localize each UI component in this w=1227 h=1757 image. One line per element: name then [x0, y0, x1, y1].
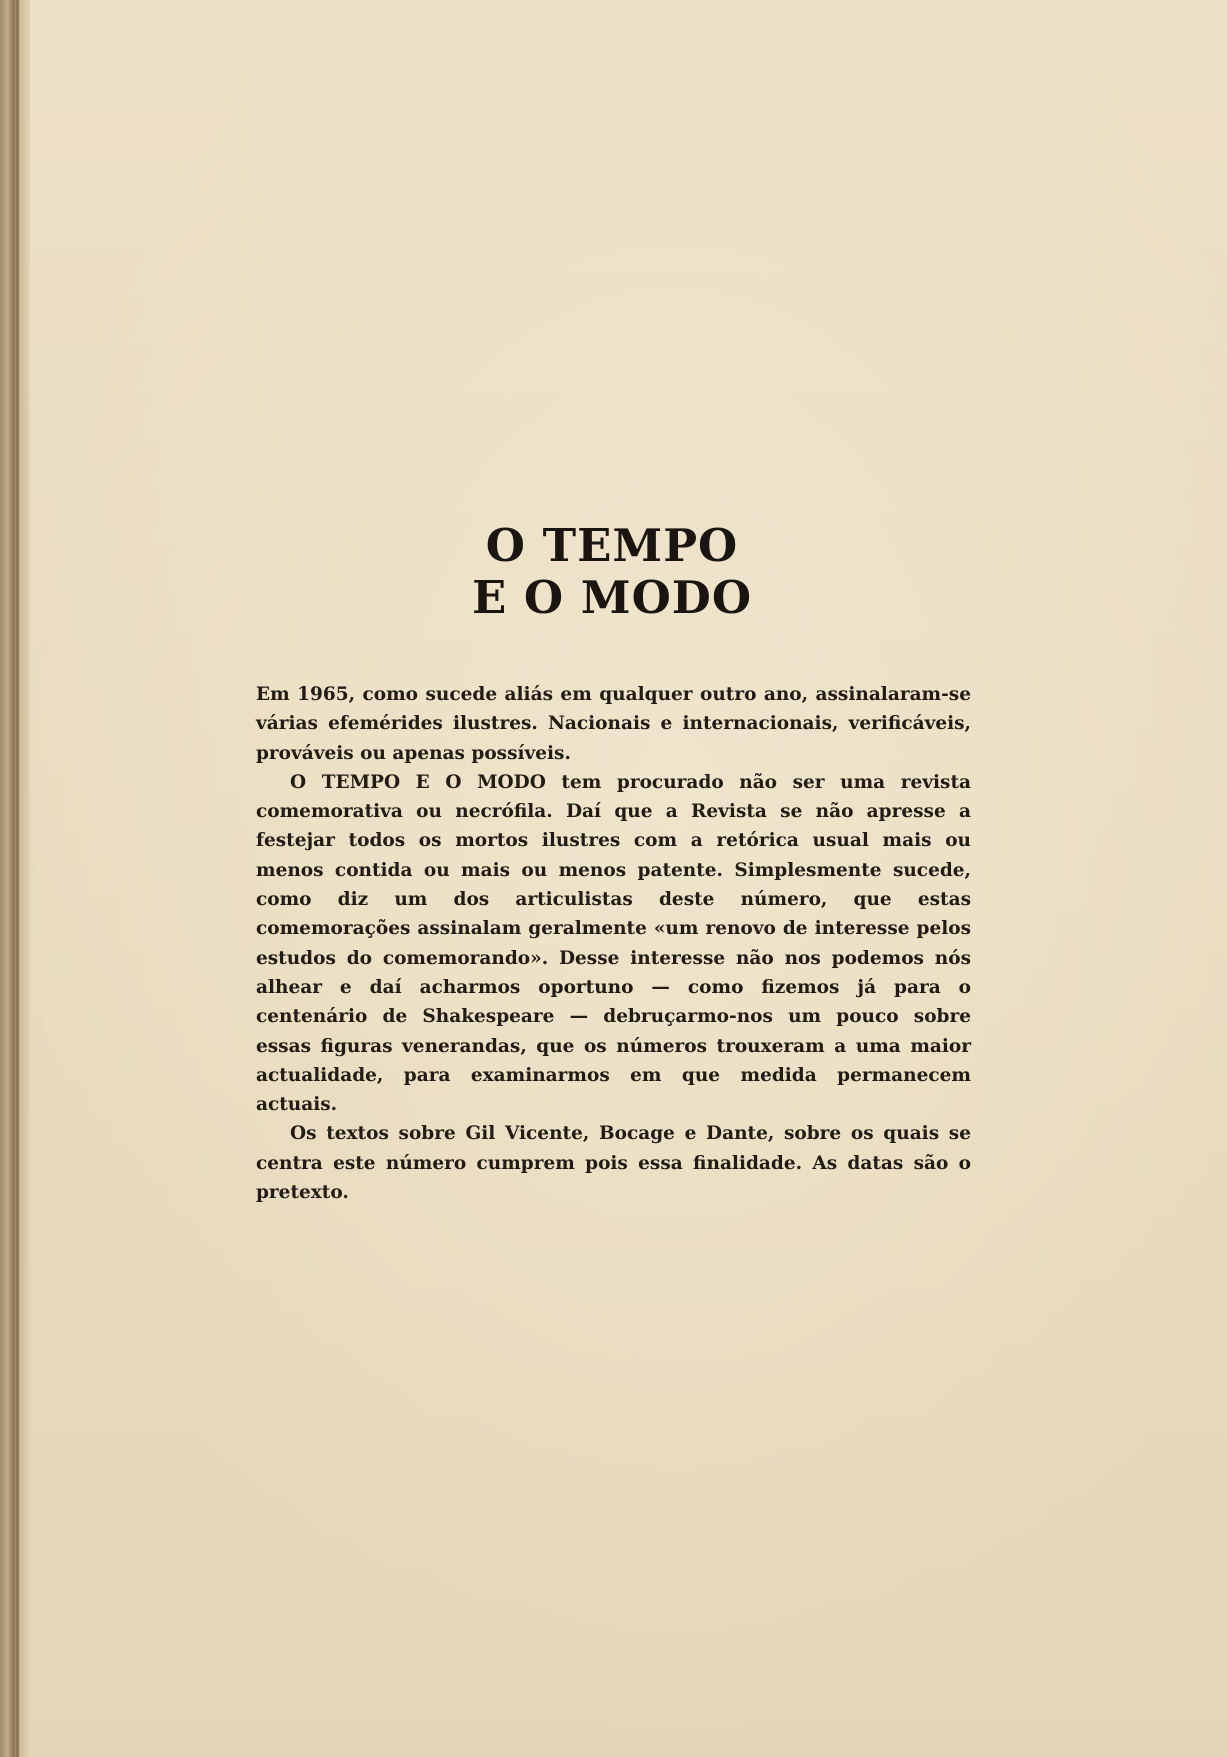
article-body [256, 680, 971, 1207]
binding-edge [0, 0, 30, 1757]
paragraph-3: Os textos sobre Gil Vicente, Bocage e Dante, sobre os quais se centra este número cumprem pois essa finalidade. As datas são o pretexto. [256, 1123, 971, 1204]
title-line-2: E O MODO [471, 571, 753, 624]
page-title [446, 520, 778, 624]
paragraph-1: Em 1965, como sucede aliás em qualquer outro ano, assinalaram-se várias efemérides ilustres. Nacionais e internacionais, verificáveis, prováveis ou apenas possíveis. [256, 684, 971, 764]
paragraph-2: O TEMPO E O MODO tem procurado não ser uma revista comemorativa ou necrófila. Daí que a Revista se não apresse a festejar todos os mortos ilustres com a retórica usual mais ou menos contida ou mais ou menos patente. Simplesmente sucede, como diz um dos articulistas deste número, que estas comemorações assinalam geralmente «um renovo de interesse pelos estudos do comemorando». Desse interesse não nos podemos nós alhear e daí acharmos oportuno — como fizemos já para o centenário de Shakespeare — debruçarmo-nos um pouco sobre essas figuras venerandas, que os números trouxeram a uma maior actualidade, para examinarmos em que medida permanecem actuais. [256, 771, 971, 1116]
title-line-1: O TEMPO [485, 519, 739, 572]
binding-line [16, 0, 19, 1757]
